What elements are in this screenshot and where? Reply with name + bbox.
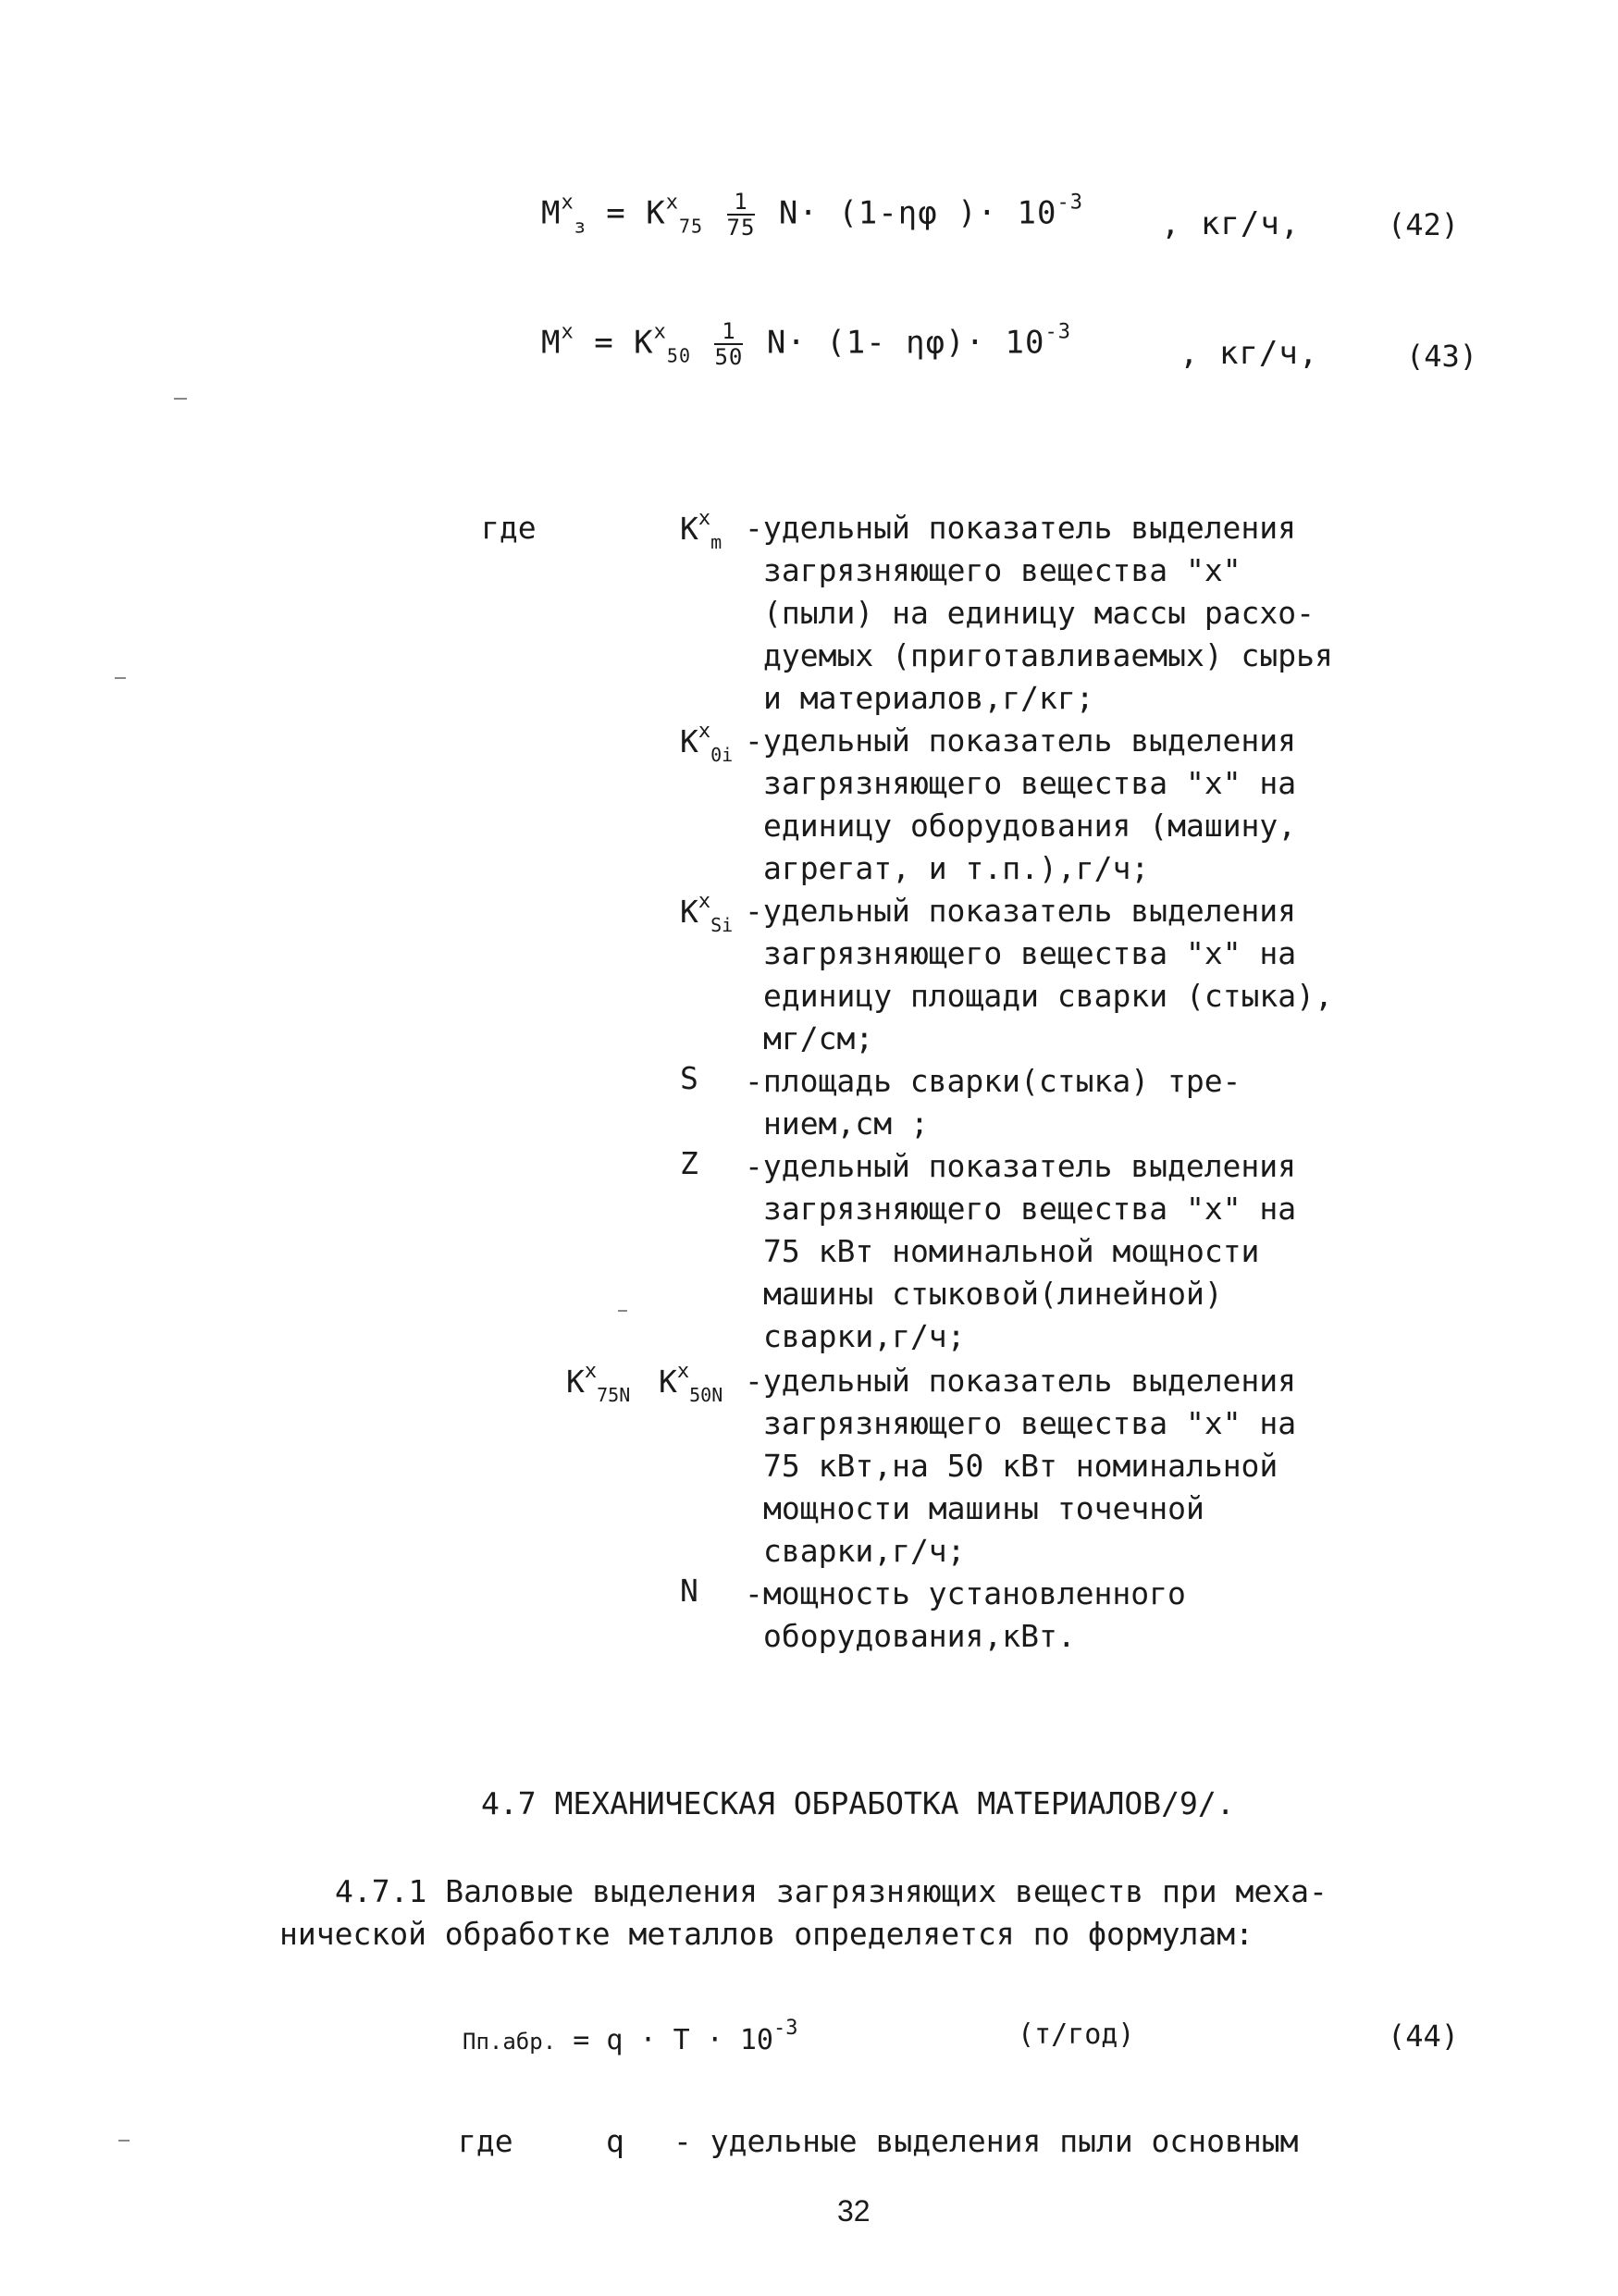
formula-43-exp: -3: [1044, 320, 1071, 344]
def-2-line-1: -удельный показатель выделения: [745, 722, 1297, 759]
formula-43-fraction: $\frac{1}{50}$: [714, 318, 744, 370]
def-1-line-3: (пыли) на единицу массы расхо-: [763, 595, 1315, 631]
last-line-symbol: q: [606, 2123, 624, 2159]
def-5-symbol: Z: [680, 1145, 698, 1181]
formula-44: [463, 2017, 797, 2056]
def-4-symbol: S: [680, 1060, 698, 1096]
formula-42-coef-sup: x: [665, 191, 679, 215]
def-6-line-5: сварки,г/ч;: [763, 1533, 966, 1569]
formula-42-unit: , кг/ч,: [1161, 205, 1301, 242]
formula-43-coef-sub: 50: [666, 344, 691, 367]
def-7-line-2: оборудования,кВт.: [763, 1618, 1076, 1654]
formula-42-body: N· (1-ηφ )· 10: [778, 194, 1057, 232]
def-5-line-4: машины стыковой(линейной): [763, 1276, 1223, 1312]
formula-42-fraction: $\frac{1}{75}$: [726, 189, 756, 241]
def-1-line-1: -удельный показатель выделения: [745, 510, 1297, 546]
def-6-line-4: мощности машины точечной: [763, 1490, 1204, 1526]
def-7-line-1: -мощность установленного: [745, 1575, 1186, 1611]
scan-speck: [115, 677, 126, 679]
def-2-line-3: единицу оборудования (машину,: [763, 808, 1297, 844]
formula-42-number: (42): [1388, 207, 1460, 242]
def-2-line-2: загрязняющего вещества "x" на: [763, 765, 1297, 801]
def-5-line-5: сварки,г/ч;: [763, 1318, 966, 1354]
section-heading: 4.7 МЕХАНИЧЕСКАЯ ОБРАБОТКА МАТЕРИАЛОВ/9/.: [481, 1785, 1235, 1821]
formula-44-unit: (т/год): [1018, 2018, 1135, 2051]
def-2-symbol: $K^x_{0i}$: [680, 720, 734, 766]
last-line-where: где: [458, 2123, 513, 2159]
formula-42-lhs: M: [541, 194, 562, 232]
def-1-symbol: $K^x_m$: [680, 507, 723, 553]
formula-42: $M^x_з = K^x_{75}$ $\frac{1}{75}$ N· (1-ηφ )· $10^{-3}$: [541, 189, 1083, 241]
formula-43: $M^x = K^x_{50}$ $\frac{1}{50}$ N· (1- $\eta\varphi)\cdot 10^{-3}$: [541, 318, 1071, 370]
formula-42-coef: K: [646, 194, 666, 232]
def-5-line-1: -удельный показатель выделения: [745, 1148, 1297, 1184]
def-6-symbol-2: $K^x_{50N}$: [659, 1360, 723, 1406]
where-label: где: [481, 510, 537, 546]
def-4-line-2: нием,см ;: [763, 1105, 929, 1142]
def-2-line-4: агрегат, и т.п.),г/ч;: [763, 850, 1150, 886]
formula-43-lhs-sup: x: [561, 320, 574, 344]
formula-42-lhs-sub: з: [574, 215, 587, 238]
formula-44-exp: -3: [772, 2017, 798, 2040]
paragraph-line-2: нической обработке металлов определяется по формулам:: [279, 1916, 1254, 1952]
formula-43-coef: K: [634, 324, 654, 362]
page-number: 32: [837, 2194, 871, 2228]
formula-42-coef-sub: 75: [678, 215, 704, 238]
def-5-line-2: загрязняющего вещества "x" на: [763, 1191, 1297, 1227]
def-3-line-2: загрязняющего вещества "x" на: [763, 935, 1297, 971]
formula-43-body: N· (1- ηφ)· 10: [766, 324, 1045, 362]
def-1-line-5: и материалов,г/кг;: [763, 680, 1094, 716]
def-5-line-3: 75 кВт номинальной мощности: [763, 1233, 1260, 1269]
formula-42-lhs-sup: x: [561, 191, 574, 215]
scan-speck: [118, 2140, 130, 2142]
last-line-text: - удельные выделения пыли основным: [673, 2123, 1299, 2159]
def-3-line-3: единицу площади сварки (стыка),: [763, 978, 1333, 1014]
formula-43-unit: , кг/ч,: [1180, 335, 1319, 372]
formula-44-body: = q · T · 10: [573, 2024, 773, 2056]
formula-44-lhs: Пп.абр.: [463, 2029, 557, 2055]
def-1-line-4: дуемых (приготавливаемых) сырья: [763, 637, 1333, 673]
def-6-line-2: загрязняющего вещества "x" на: [763, 1405, 1297, 1441]
formula-43-lhs: M: [541, 324, 562, 362]
formula-43-number: (43): [1406, 339, 1478, 374]
def-6-symbol-1: $K^x_{75N}$: [566, 1360, 631, 1406]
def-7-symbol: N: [680, 1573, 698, 1609]
scan-speck: [618, 1310, 627, 1312]
formula-43-coef-sup: x: [653, 320, 667, 344]
def-6-line-1: -удельный показатель выделения: [745, 1363, 1297, 1399]
def-6-line-3: 75 кВт,на 50 кВт номинальной: [763, 1448, 1278, 1484]
def-4-line-1: -площадь сварки(стыка) тре-: [745, 1063, 1241, 1099]
formula-42-exp: -3: [1056, 191, 1083, 215]
scan-speck: [174, 398, 187, 400]
paragraph-line-1: 4.7.1 Валовые выделения загрязняющих веществ при меха-: [335, 1873, 1328, 1909]
formula-44-number: (44): [1388, 2018, 1460, 2054]
def-3-line-4: мг/см;: [763, 1020, 874, 1056]
def-1-line-2: загрязняющего вещества "x": [763, 552, 1241, 588]
def-3-line-1: -удельный показатель выделения: [745, 893, 1297, 929]
def-3-symbol: $K^x_{Si}$: [680, 890, 734, 936]
